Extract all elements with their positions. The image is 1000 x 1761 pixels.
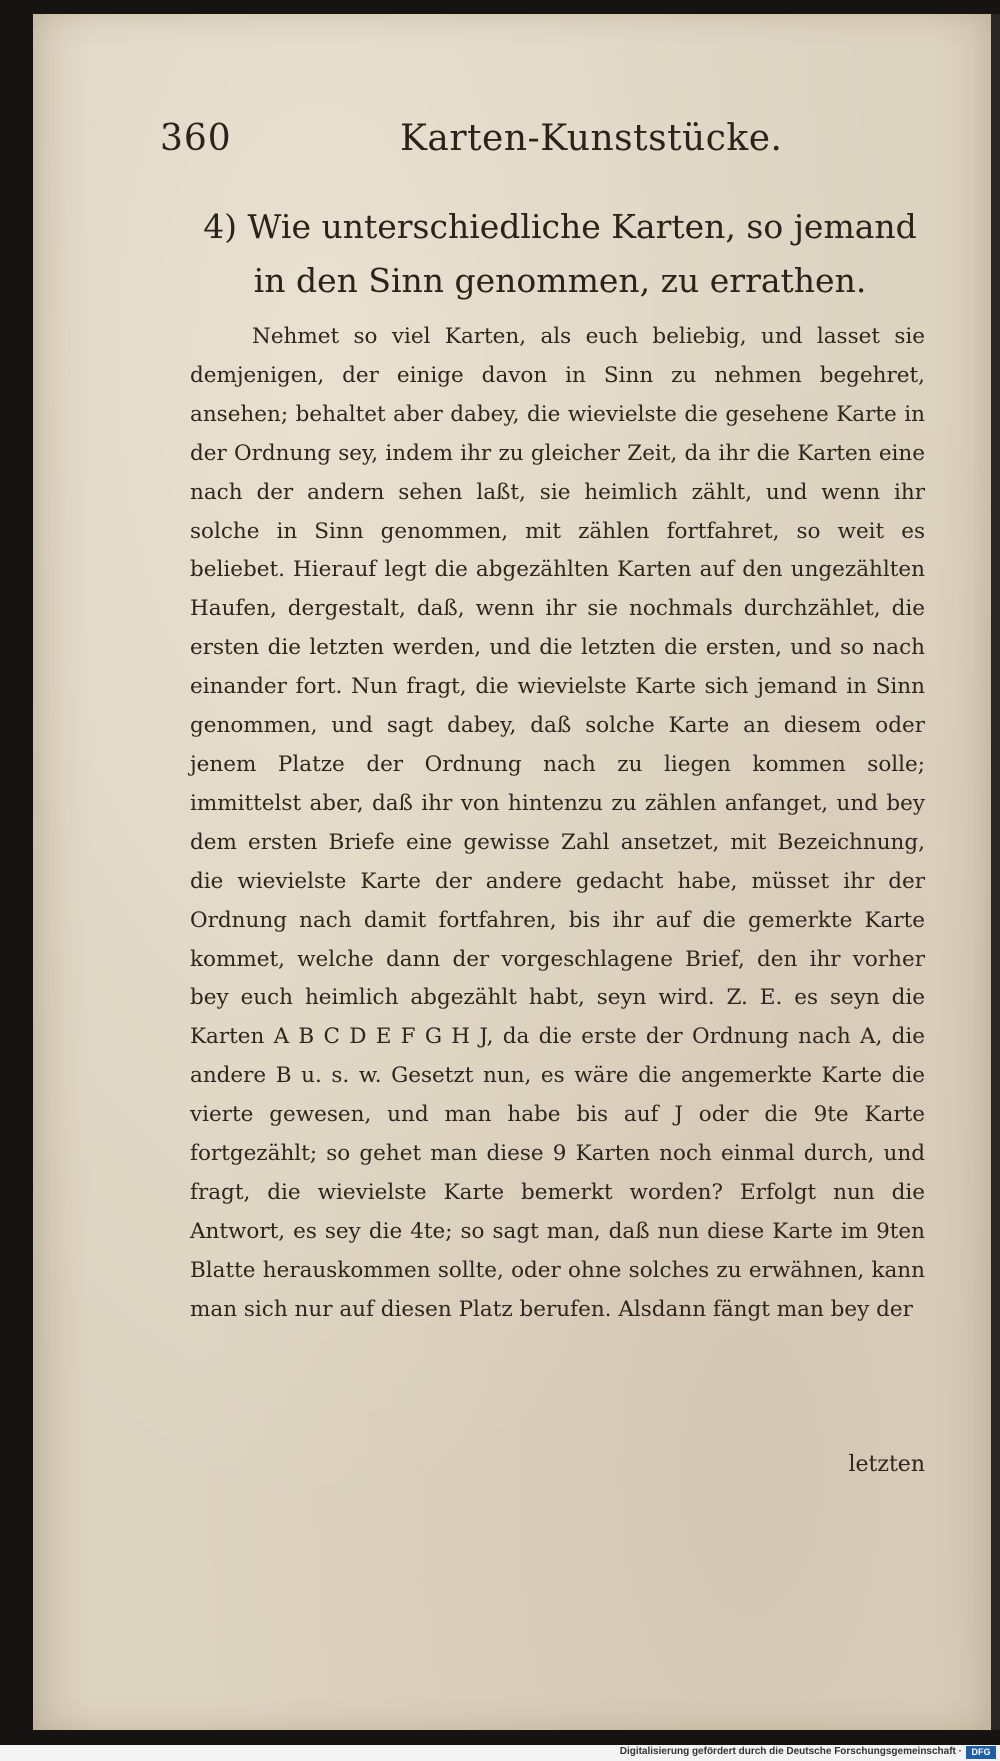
page-header [160,118,940,168]
page-number: 360 [160,118,232,159]
dfg-logo-icon: DFG [966,1746,996,1759]
page-edge-shadow [991,14,1000,1730]
digitization-footer [0,1745,1000,1761]
catchword: letzten [848,1452,925,1477]
footer-credit: Digitalisierung gefördert durch die Deutsche Forschungsgemeinschaft · [619,1746,962,1757]
section-heading: 4) Wie unterschiedliche Karten, so jemand in den Sinn genommen, zu errathen. [203,207,917,300]
body-paragraph: Nehmet so viel Karten, als euch beliebig, und lasset sie demjenigen, der einige davon in Sinn zu nehmen begehret, ansehen; behaltet aber dabey, die wievielste die gesehene Karte in der Ordnung sey, indem ihr zu gleicher Zeit, da ihr die Karten eine nach der andern sehen laßt, sie heimlich zählt, und wenn ihr solche in Sinn genommen, mit zählen fortfahret, so weit es beliebet. Hierauf legt die abgezählten Karten auf den ungezählten Haufen, dergestalt, daß, wenn ihr sie nochmals durchzählet, die ersten die letzten werden, und die letzten die ersten, und so nach einander fort. Nun fragt, die wievielste Karte sich jemand in Sinn genommen, und sagt dabey, daß solche Karte an diesem oder jenem Platze der Ordnung nach zu liegen kommen solle; immittelst aber, daß ihr von hintenzu zu zählen anfanget, und bey dem ersten Briefe eine gewisse Zahl ansetzet, mit Bezeichnung, die wievielste Karte der andere gedacht habe, müsset ihr der Ordnung nach damit fortfahren, bis ihr auf die gemerkte Karte kommet, welche dann der vorgeschlagene Brief, den ihr vorher bey euch heimlich abgezählt habt, seyn wird. Z. E. es seyn die Karten A B C D E F G H J, da die erste der Ordnung nach A, die andere B u. s. w. Gesetzt nun, es wäre die angemerkte Karte die vierte gewesen, und man habe bis auf J oder die 9te Karte fortgezählt; so gehet man diese 9 Karten noch einmal durch, und fragt, die wievielste Karte bemerkt worden? Erfolgt nun die Antwort, es sey die 4te; so sagt man, daß nun diese Karte im 9ten Blatte herauskommen sollte, oder ohne solches zu erwähnen, kann man sich nur auf diesen Platz berufen. Alsdann fängt man bey der [190,324,925,1322]
running-head: Karten-Kunststücke. [400,118,783,159]
